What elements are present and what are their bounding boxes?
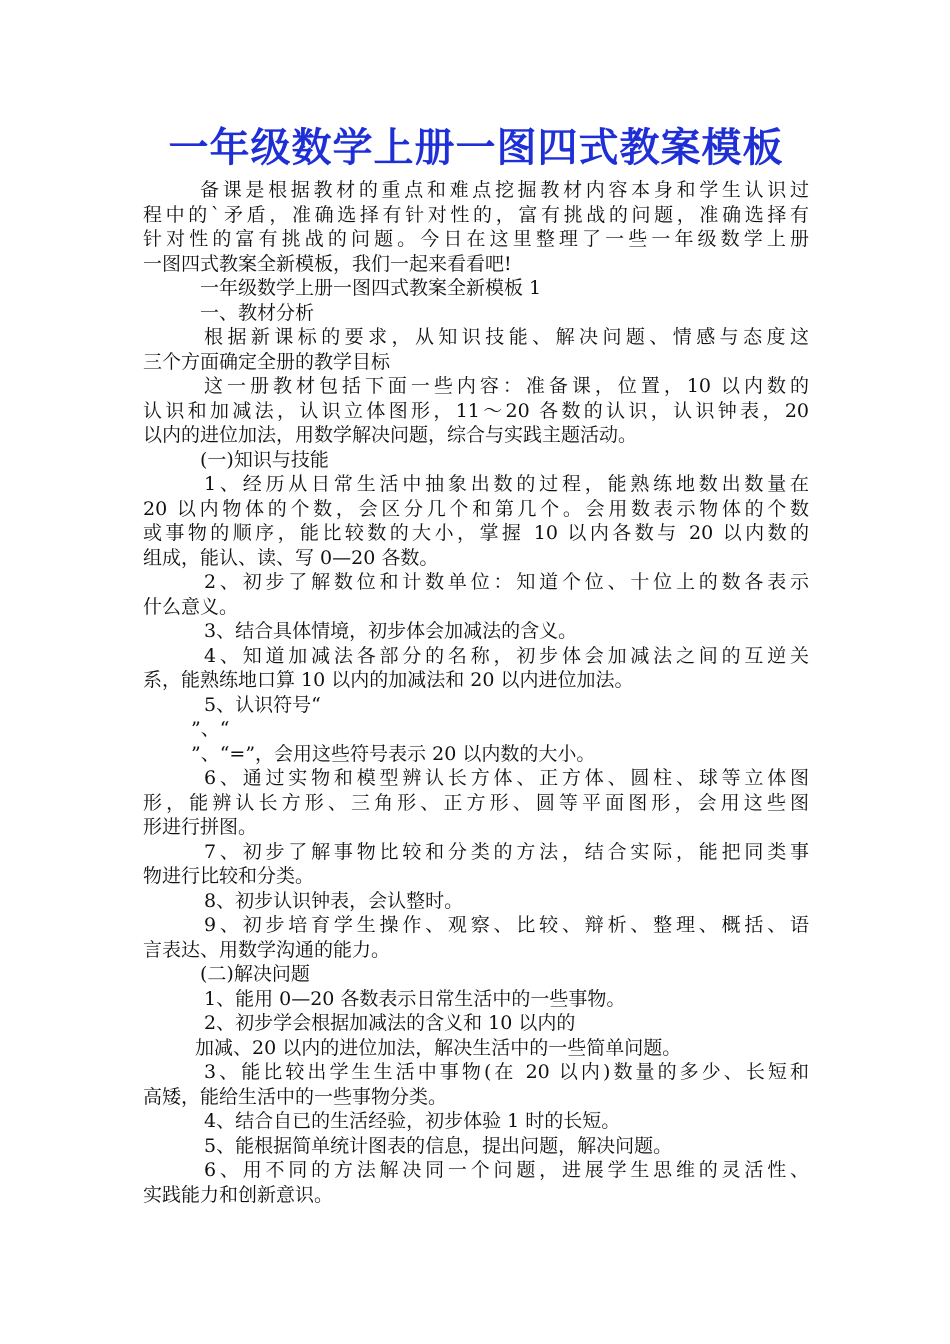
list-item-line: 系，能熟练地口算 10 以内的加减法和 20 以内进位加法。 bbox=[143, 669, 634, 691]
list-item-line: 2、初步学会根据加减法的含义和 10 以内的 bbox=[204, 1012, 576, 1034]
list-item-line: 加减、20 以内的进位加法，解决生活中的一些简单问题。 bbox=[195, 1036, 682, 1059]
list-item-line: 物进行比较和分类。 bbox=[143, 865, 315, 887]
paragraph-line: 根据新课标的要求，从知识技能、解决问题、情感与态度这 bbox=[204, 326, 809, 348]
list-item-line: 组成，能认、读、写 0—20 各数。 bbox=[143, 546, 439, 569]
list-item-line: 形，能辨认长方形、三角形、正方形、圆等平面图形，会用这些图 bbox=[143, 791, 809, 814]
list-item-line: 1、能用 0—20 各数表示日常生活中的一些事物。 bbox=[204, 987, 626, 1010]
paragraph-line: 认识和加减法，认识立体图形，11～20 各数的认识，认识钟表，20 bbox=[143, 399, 809, 422]
list-item-line: 形进行拼图。 bbox=[143, 816, 258, 838]
list-item-line: 9、初步培育学生操作、观察、比较、辩析、整理、概括、语 bbox=[204, 914, 809, 936]
list-item-line: 3、结合具体情境，初步体会加减法的含义。 bbox=[204, 620, 578, 642]
list-item-line: 3、能比较出学生生活中事物(在 20 以内)数量的多少、长短和 bbox=[204, 1061, 809, 1083]
list-item-line: 实践能力和创新意识。 bbox=[143, 1183, 334, 1206]
paragraph-line: 这一册教材包括下面一些内容：准备课，位置，10 以内数的 bbox=[204, 375, 809, 397]
subsection-heading: (二)解决问题 bbox=[200, 963, 310, 985]
list-item-line: 4、结合自已的生活经验，初步体验 1 时的长短。 bbox=[204, 1110, 621, 1132]
list-item-line: 言表达、用数学沟通的能力。 bbox=[143, 938, 391, 961]
list-item-line: 5、能根据简单统计图表的信息，提出问题，解决问题。 bbox=[204, 1134, 673, 1157]
list-item-line: 6、用不同的方法解决同一个问题，进展学生思维的灵活性、 bbox=[204, 1159, 809, 1181]
intro-line: 针对性的富有挑战的问题。今日在这里整理了一些一年级数学上册 bbox=[143, 228, 809, 250]
list-item-line: 7、初步了解事物比较和分类的方法，结合实际，能把同类事 bbox=[204, 840, 809, 863]
list-item-line: 或事物的顺序，能比较数的大小，掌握 10 以内各数与 20 以内数的 bbox=[143, 522, 809, 544]
subsection-heading: (一)知识与技能 bbox=[200, 448, 329, 471]
list-item-line: 什么意义。 bbox=[143, 595, 239, 618]
list-item-line: 8、初步认识钟表，会认整时。 bbox=[204, 889, 464, 912]
list-item-line: 20 以内物体的个数，会区分几个和第几个。会用数表示物体的个数 bbox=[143, 497, 809, 520]
intro-line: 程中的`矛盾，准确选择有针对性的，富有挑战的问题，准确选择有 bbox=[143, 203, 809, 226]
intro-line: 一图四式教案全新模板，我们一起来看看吧! bbox=[143, 252, 512, 275]
document-title: 一年级数学上册一图四式教案模板 bbox=[168, 125, 784, 171]
list-item-line: 4、知道加减法各部分的名称，初步体会加减法之间的互逆关 bbox=[204, 644, 809, 667]
document-page bbox=[143, 118, 809, 1207]
list-item-line: 6、通过实物和模型辨认长方体、正方体、圆柱、球等立体图 bbox=[204, 767, 809, 789]
section-heading: 一、教材分析 bbox=[200, 301, 315, 324]
paragraph-line: 以内的进位加法，用数学解决问题，综合与实践主题活动。 bbox=[143, 424, 638, 446]
list-item-line: 高矮，能给生活中的一些事物分类。 bbox=[143, 1085, 448, 1108]
template-heading: 一年级数学上册一图四式教案全新模板 1 bbox=[200, 277, 542, 299]
intro-line: 备课是根据教材的重点和难点挖掘教材内容本身和学生认识过 bbox=[200, 179, 809, 201]
list-item-line: 2、初步了解数位和计数单位：知道个位、十位上的数各表示 bbox=[204, 571, 809, 593]
list-item-line: 1、经历从日常生活中抽象出数的过程，能熟练地数出数量在 bbox=[204, 473, 809, 495]
list-item-line: 5、认识符号“ bbox=[204, 693, 321, 716]
list-item-line: ”、“=”，会用这些符号表示 20 以内数的大小。 bbox=[191, 742, 596, 765]
paragraph-line: 三个方面确定全册的教学目标 bbox=[143, 350, 391, 373]
list-item-line: ”、“ bbox=[191, 718, 230, 740]
